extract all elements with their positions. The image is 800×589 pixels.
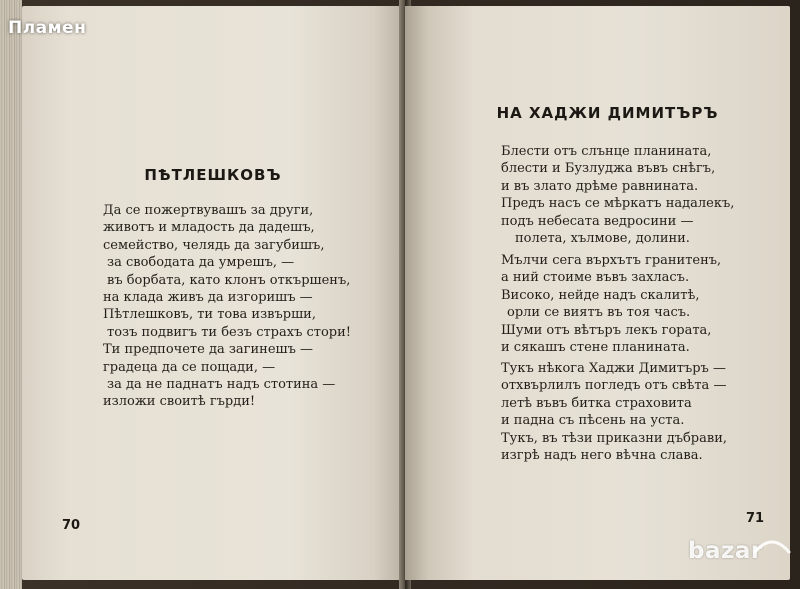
poem-stanza-right-1 [501, 143, 734, 247]
poem-line: и въ злато дрѣме равнината. [501, 178, 699, 194]
poem-line: подъ небесата ведросини — [501, 213, 694, 229]
page-number-right: 71 [746, 511, 765, 526]
poem-stanza-right-3 [501, 360, 727, 464]
poem-line: отхвърлилъ погледъ отъ свѣта — [501, 378, 727, 394]
poem-line: Да се пожертвувашъ за други, [103, 203, 314, 218]
poem-line: и падна съ пѣсень на уста. [501, 413, 685, 429]
poem-line: полета, хълмове, долини. [515, 231, 690, 247]
poem-line: Ти предпочете да загинешъ — [103, 342, 313, 358]
poem-line: и сякашъ стене планината. [501, 340, 690, 356]
book-page-edges [0, 0, 22, 589]
poem-title-left: ПѢТЛЕШКОВЪ [144, 166, 282, 184]
poem-title-right: НА ХАДЖИ ДИМИТЪРЪ [496, 104, 719, 122]
poem-line: за да не паднатъ надъ стотина — [107, 377, 336, 393]
poem-line: Високо, нейде надъ скалитѣ, [501, 287, 700, 303]
poem-line: летѣ въвъ битка страховита [501, 395, 692, 411]
bazar-logo: bazar [688, 538, 763, 564]
watermark-text: Пламен [8, 18, 87, 38]
poem-line: Блести отъ слънце планината, [501, 144, 712, 159]
right-page [405, 6, 790, 580]
poem-line: Шуми отъ вѣтъръ лекъ гората, [501, 322, 712, 338]
poem-line: тозъ подвигъ ти безъ страхъ стори! [107, 324, 351, 340]
poem-line: животъ и младость да дадешъ, [103, 220, 315, 236]
poem-stanza-right-2 [501, 252, 721, 356]
page-number-left: 70 [62, 518, 81, 533]
poem-line: Тукъ, въ тѣзи приказни дъбрави, [501, 430, 727, 446]
poem-line: блести и Бузлуджа въвъ снѣгъ, [501, 161, 716, 177]
poem-line: за свободата да умрешъ, — [107, 255, 295, 271]
poem-line: орли се виятъ въ тоя часъ. [507, 305, 691, 321]
poem-line: въ борбата, като клонъ откършенъ, [107, 272, 351, 288]
poem-stanza-left [103, 202, 351, 411]
poem-line: градеца да се пощади, — [103, 359, 276, 375]
poem-line: изгрѣ надъ него вѣчна слава. [501, 448, 703, 464]
poem-line: изложи своитѣ гърди! [103, 394, 256, 410]
poem-line: Мълчи сега върхътъ гранитенъ, [501, 253, 722, 268]
bazar-logo-arc-icon [752, 534, 792, 556]
left-page [22, 6, 404, 580]
poem-line: Пѣтлешковъ, ти това извърши, [103, 307, 316, 323]
poem-line: Тукъ нѣкога Хаджи Димитъръ — [501, 361, 726, 376]
poem-line: а ний стоиме въвъ захласъ. [501, 270, 690, 286]
poem-line: на клада живъ да изгоришъ — [103, 290, 313, 306]
poem-line: Предъ насъ се мѣркатъ надалекъ, [501, 196, 735, 212]
poem-line: семейство, челядь да загубишъ, [103, 237, 325, 253]
